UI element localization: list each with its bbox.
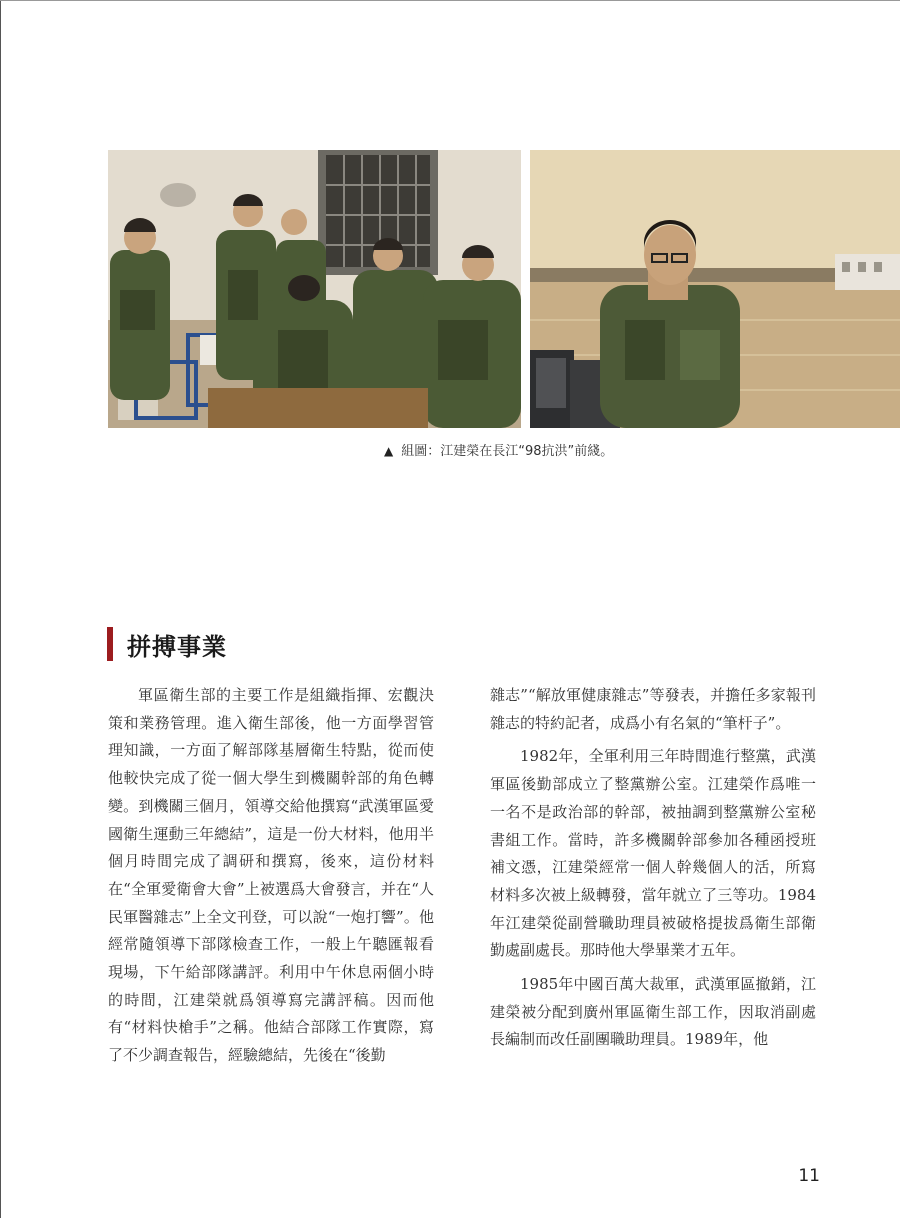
- page-edge-top: [0, 0, 900, 1]
- body-column-left: [108, 682, 434, 1070]
- section-heading: [107, 627, 227, 661]
- caption-marker: ▲: [384, 444, 394, 458]
- caption-text: 組圖：江建榮在長江“98抗洪”前綫。: [401, 444, 614, 459]
- page-number: 11: [798, 1166, 820, 1186]
- section-title: 拼搏事業: [127, 631, 227, 661]
- body-column-right: [490, 682, 816, 1054]
- body-paragraph: 1985年中國百萬大裁軍，武漢軍區撤銷，江建榮被分配到廣州軍區衛生部工作，因取消副處長編制而改任副團職助理員。1989年，他: [490, 975, 816, 1049]
- body-paragraph: 雜志”“解放軍健康雜志”等發表，并擔任多家報刊雜志的特約記者，成爲小有名氣的“筆杆子”。: [490, 686, 816, 732]
- body-paragraph: 1982年，全軍利用三年時間進行整黨，武漢軍區後勤部成立了整黨辦公室。江建榮作爲唯一一名不是政治部的幹部，被抽調到整黨辦公室秘書組工作。當時，許多機關幹部參加各種函授班補文憑，江建榮經常一個人幹幾個人的活，所寫材料多次被上級轉發，當年就立了三等功。1984年江建榮從副營職助理員被破格提拔爲衛生部衛勤處副處長。那時他大學畢業才五年。: [490, 747, 816, 960]
- section-accent-bar: [107, 627, 113, 661]
- page-edge-left: [0, 0, 1, 1218]
- body-paragraph: 軍區衛生部的主要工作是組織指揮、宏觀決策和業務管理。進入衛生部後，他一方面學習管理知識，一方面了解部隊基層衛生特點，從而使他較快完成了從一個大學生到機關幹部的角色轉變。到機關三個月，領導交給他撰寫“武漢軍區愛國衛生運動三年總結”，這是一份大材料，他用半個月時間完成了調研和撰寫，後來，這份材料在“全軍愛衛會大會”上被選爲大會發言，并在“人民軍醫雜志”上全文刊登，可以說“一炮打響”。他經常隨領導下部隊檢查工作，一般上午聽匯報看現場，下午給部隊講評。利用中午休息兩個小時的時間，江建榮就爲領導寫完講評稿。因而他有“材料快槍手”之稱。他結合部隊工作實際，寫了不少調查報告，經驗總結，先後在“後勤: [108, 686, 434, 1065]
- photo-caption: [384, 440, 613, 460]
- photo-riverside-portrait: [530, 150, 900, 428]
- photo-officers-meeting: [108, 150, 521, 428]
